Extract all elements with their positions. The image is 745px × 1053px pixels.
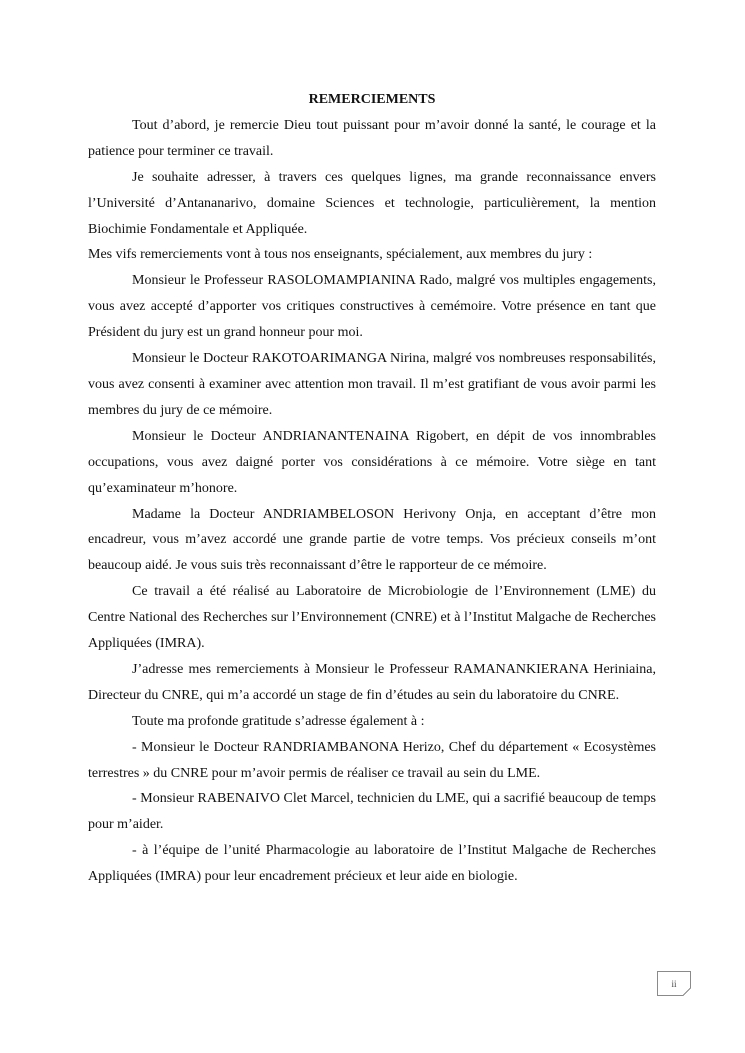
paragraph-examiner: Monsieur le Docteur ANDRIANANTENAINA Rigobert, en dépit de vos innombrables occupations, vous avez daigné porter vos considérations à ce mémoire. Votre siège en tant qu’examinateur m’honore. (88, 428, 656, 496)
list-item-technician: - Monsieur RABENAIVO Clet Marcel, technicien du LME, qui a sacrifié beaucoup de temps pour m’aider. (88, 791, 656, 833)
paragraph-jury-intro: Mes vifs remerciements vont à tous nos enseignants, spécialement, aux membres du jury : (88, 247, 593, 263)
paragraph-president: Monsieur le Professeur RASOLOMAMPIANINA Rado, malgré vos multiples engagements, vous avez accepté d’apporter vos critiques constructives à cemémoire. Votre présence en tant que Président du jury est un grand honneur pour moi. (88, 273, 656, 341)
list-item-pharmacology-team: - à l’équipe de l’unité Pharmacologie au laboratoire de l’Institut Malgache de Recherches Appliquées (IMRA) pour leur encadrement précieux et leur aide en biologie. (88, 843, 656, 885)
paragraph-jury-member: Monsieur le Docteur RAKOTOARIMANGA Nirina, malgré vos nombreuses responsabilités, vous avez consenti à examiner avec attention mon travail. Il m’est gratifiant de vous avoir parmi les membres du jury de ce mémoire. (88, 351, 656, 418)
page-fold-icon (682, 987, 691, 996)
paragraph-supervisor: Madame la Docteur ANDRIAMBELOSON Herivony Onja, en acceptant d’être mon encadreur, vous m’avez accordé une grande partie de votre temps. Vos précieux conseils m’ont beaucoup aidé. Je vous suis très reconnaissant d’être le rapporteur de ce mémoire. (88, 506, 656, 574)
list-item-department-head: - Monsieur le Docteur RANDRIAMBANONA Herizo, Chef du département « Ecosystèmes terrestres » du CNRE pour m’avoir permis de réaliser ce travail au sein du LME. (88, 739, 656, 781)
paragraph-director: J’adresse mes remerciements à Monsieur le Professeur RAMANANKIERANA Heriniaina, Directeur du CNRE, qui m’a accordé un stage de fin d’études au sein du laboratoire du CNRE. (88, 661, 656, 703)
paragraph-thanks-god: Tout d’abord, je remercie Dieu tout puissant pour m’avoir donné la santé, le courage et la patience pour terminer ce travail. (88, 117, 656, 159)
page-title: REMERCIEMENTS (308, 92, 436, 107)
paragraph-laboratory: Ce travail a été réalisé au Laboratoire de Microbiologie de l’Environnement (LME) du Centre National des Recherches sur l’Environnement (CNRE) et à l’Institut Malgache de Recherches Appliquées (IMRA). (88, 584, 656, 652)
page-number: ii (671, 978, 677, 989)
document-page (88, 87, 656, 890)
paragraph-university: Je souhaite adresser, à travers ces quelques lignes, ma grande reconnaissance envers l’Université d’Antananarivo, domaine Sciences et technologie, particulièrement, la mention Biochimie Fondamentale et Appliquée. (88, 169, 656, 237)
page-number-box (657, 971, 691, 996)
paragraph-gratitude-intro: Toute ma profonde gratitude s’adresse également à : (132, 713, 425, 729)
